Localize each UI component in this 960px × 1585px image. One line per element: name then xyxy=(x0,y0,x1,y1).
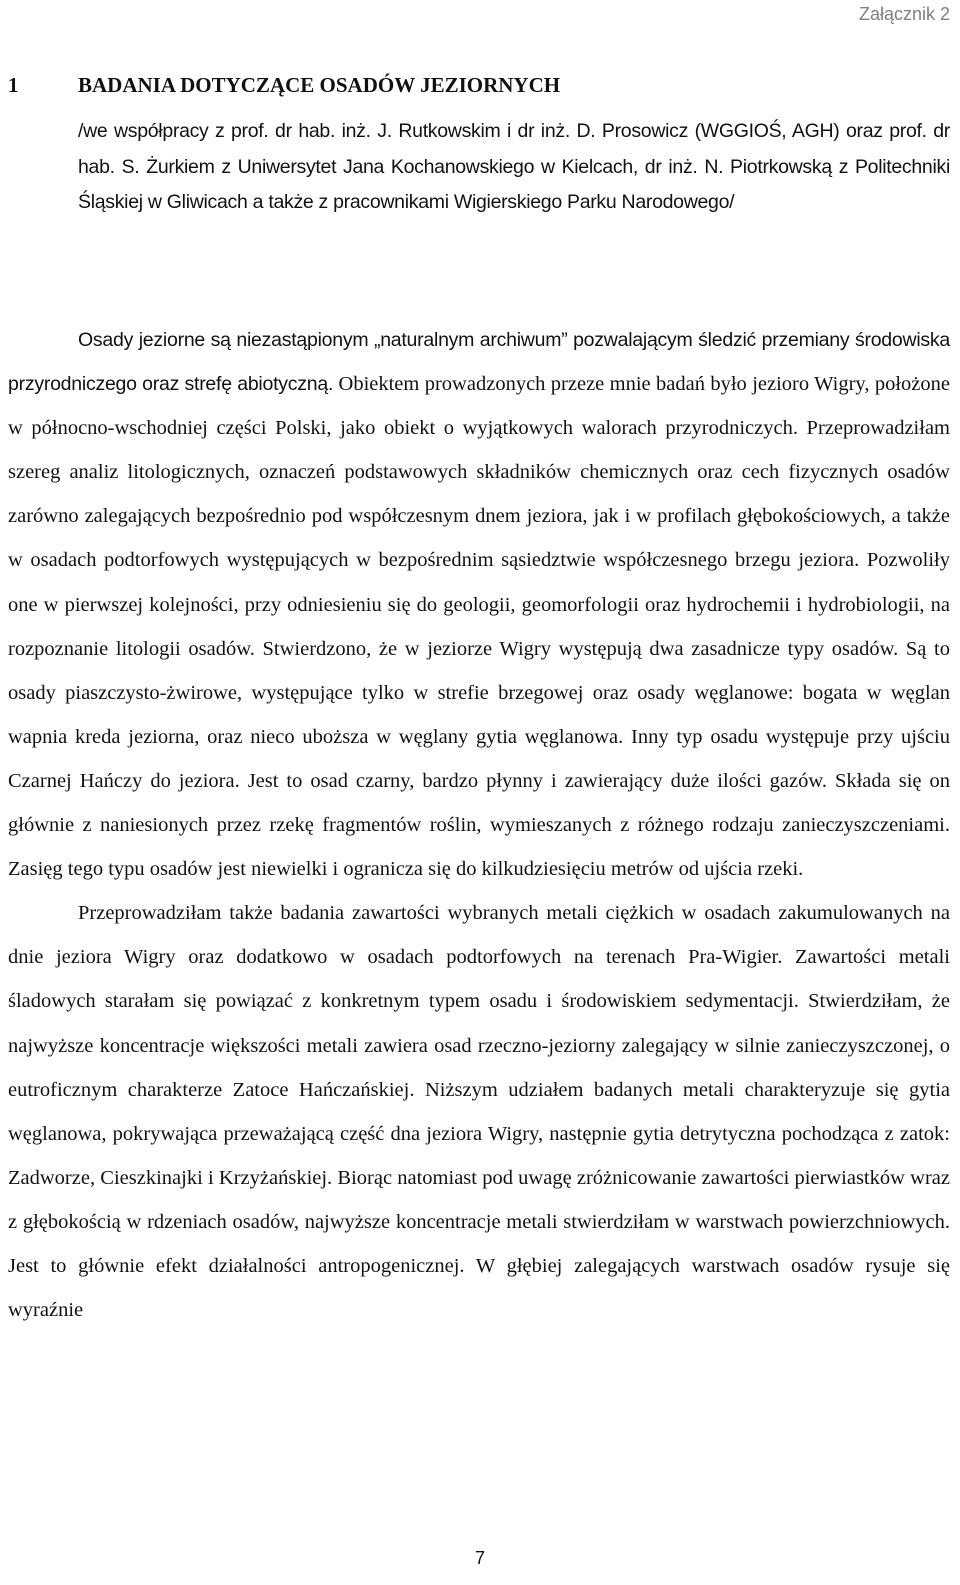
paragraph-1-intro: Osady jeziorne są niezastąpionym „naturalnym archiwum” pozwalającym śledzić przemiany środowiska przyrodniczego oraz strefę abiotyczną. xyxy=(8,329,950,396)
paragraph-1 xyxy=(8,318,950,891)
paragraph-2: Przeprowadziłam także badania zawartości wybranych metali ciężkich w osadach zakumulowanych na dnie jeziora Wigry oraz dodatkowo w osadach podtorfowych na terenach Pra-Wigier. Zawartości metali śladowych starałam się powiązać z konkretnym typem osadu i środowiskiem sedymentacji. Stwierdziłam, że najwyższe koncentracje większości metali zawiera osad rzeczno-jeziorny zalegający w silnie zanieczyszczonej, o eutroficznym charakterze Zatoce Hańczańskiej. Niższym udziałem badanych metali charakteryzuje się gytia węglanowa, pokrywająca przeważającą część dna jeziora Wigry, następnie gytia detrytyczna pochodząca z zatok: Zadworze, Cieszkinajki i Krzyżańskiej. Biorąc natomiast pod uwagę zróżnicowanie zawartości pierwiastków wraz z głębokością w rdzeniach osadów, najwyższe koncentracje metali stwierdziłam w warstwach powierzchniowych. Jest to głównie efekt działalności antropogenicznej. W głębiej zalegających warstwach osadów rysuje się wyraźnie xyxy=(8,902,950,1322)
attachment-label: Załącznik 2 xyxy=(858,4,950,24)
collaboration-note: /we współpracy z prof. dr hab. inż. J. Rutkowskim i dr inż. D. Prosowicz (WGGIOŚ, AGH) oraz prof. dr hab. S. Żurkiem z Uniwersytet Jana Kochanowskiego w Kielcach, dr inż. N. Piotrkowską z Politechniki Śląskiej w Gliwicach a także z pracownikami Wigierskiego Parku Narodowego/ xyxy=(78,120,950,213)
page-number: 7 xyxy=(474,1548,485,1568)
paragraph-1-main: Obiektem prowadzonych przeze mnie badań było jezioro Wigry, położone w północno-wschodniej części Polski, jako obiekt o wyjątkowych walorach przyrodniczych. Przeprowadziłam szereg analiz litologicznych, oznaczeń podstawowych składników chemicznych oraz cech fizycznych osadów zarówno zalegających bezpośrednio pod współczesnym dnem jeziora, jak i w profilach głębokościowych, a także w osadach podtorfowych występujących w bezpośrednim sąsiedztwie współczesnego brzegu jeziora. Pozwoliły one w pierwszej kolejności, przy odniesieniu się do geologii, geomorfologii oraz hydrochemii i hydrobiologii, na rozpoznanie litologii osadów. Stwierdzono, że w jeziorze Wigry występują dwa zasadnicze typy osadów. Są to osady piaszczysto-żwirowe, występujące tylko w strefie brzegowej oraz osady węglanowe: bogata w węglan wapnia kreda jeziorna, oraz nieco uboższa w węglany gytia węglanowa. Inny typ osadu występuje przy ujściu Czarnej Hańczy do jeziora. Jest to osad czarny, bardzo płynny i zawierający duże ilości gazów. Składa się on głównie z naniesionych przez rzekę fragmentów roślin, wymieszanych z różnego rodzaju zanieczyszczeniami. Zasięg tego typu osadów jest niewielki i ogranicza się do kilkudziesięciu metrów od ujścia rzeki. xyxy=(8,373,950,881)
body-text xyxy=(8,318,950,1332)
section-title: BADANIA DOTYCZĄCE OSADÓW JEZIORNYCH xyxy=(78,73,561,97)
section-number: 1 xyxy=(8,73,19,97)
section-heading xyxy=(8,73,560,98)
